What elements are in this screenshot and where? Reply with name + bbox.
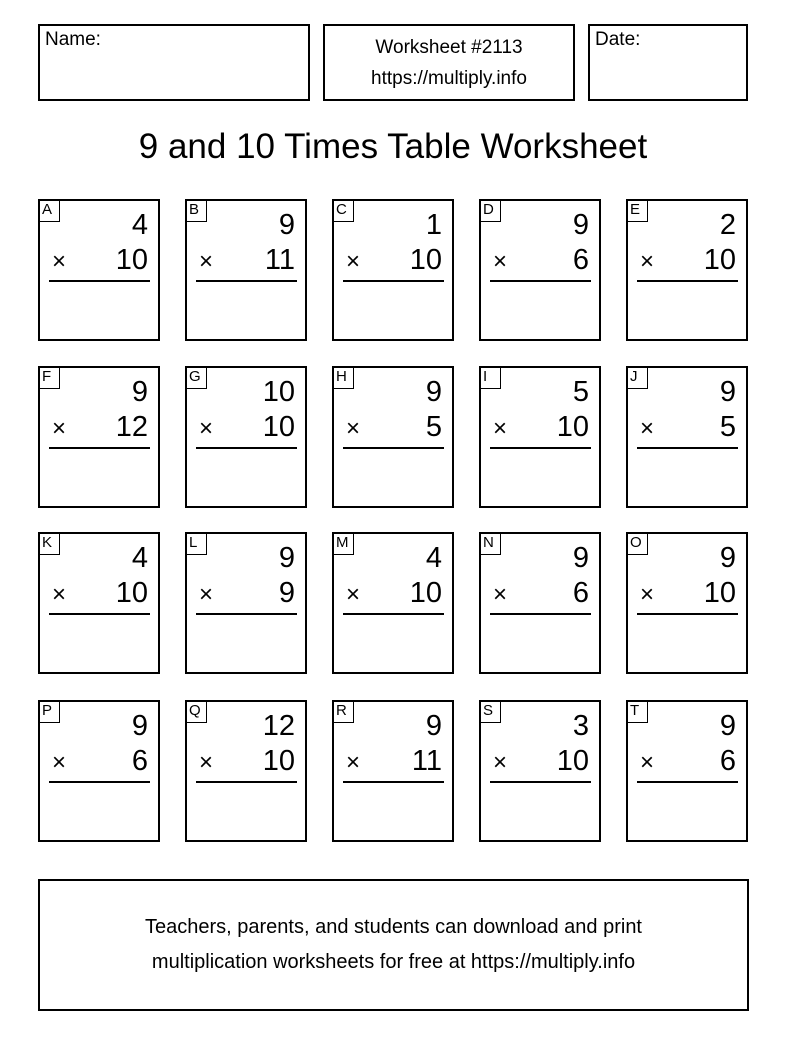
multiplier: 10 — [262, 745, 295, 777]
multiplier: 6 — [719, 745, 736, 777]
multiplicand: 5 — [572, 376, 589, 408]
problem-card — [479, 199, 601, 341]
multiply-sign: × — [346, 415, 361, 442]
problem-card — [332, 700, 454, 842]
problem-card — [479, 532, 601, 674]
multiplier: 10 — [556, 745, 589, 777]
problem-card — [38, 366, 160, 508]
problem-card — [626, 366, 748, 508]
worksheet-number: Worksheet #2113 — [375, 36, 523, 58]
multiply-sign: × — [493, 581, 508, 608]
multiply-sign: × — [346, 749, 361, 776]
multiply-sign: × — [640, 581, 655, 608]
problem-letter: J — [627, 367, 648, 389]
multiplier: 6 — [572, 244, 589, 276]
problem-letter: A — [39, 200, 60, 222]
multiply-sign: × — [52, 581, 67, 608]
multiplicand: 12 — [262, 710, 295, 742]
problem-letter: E — [627, 200, 648, 222]
multiply-sign: × — [199, 581, 214, 608]
multiplicand: 9 — [278, 542, 295, 574]
multiplicand: 4 — [131, 542, 148, 574]
problem-card — [185, 366, 307, 508]
problem-card — [185, 199, 307, 341]
problem-card — [332, 199, 454, 341]
multiplier: 5 — [719, 411, 736, 443]
problem-card — [38, 700, 160, 842]
problem-card — [38, 532, 160, 674]
multiply-sign: × — [640, 248, 655, 275]
multiplicand: 9 — [572, 209, 589, 241]
multiplier: 6 — [572, 577, 589, 609]
multiplicand: 9 — [278, 209, 295, 241]
worksheet-info-box — [323, 24, 575, 101]
multiplicand: 10 — [262, 376, 295, 408]
problem-letter: I — [480, 367, 501, 389]
problem-letter: D — [480, 200, 501, 222]
problem-card — [332, 532, 454, 674]
problem-card — [626, 199, 748, 341]
answer-line — [490, 280, 591, 282]
problem-letter: R — [333, 701, 354, 723]
answer-line — [343, 447, 444, 449]
multiply-sign: × — [199, 415, 214, 442]
multiplier: 10 — [409, 244, 442, 276]
multiply-sign: × — [640, 415, 655, 442]
multiplier: 11 — [411, 745, 442, 777]
multiplier: 12 — [115, 411, 148, 443]
worksheet-url: https://multiply.info — [371, 67, 527, 89]
problem-letter: M — [333, 533, 354, 555]
problem-letter: Q — [186, 701, 207, 723]
footer-line-2: multiplication worksheets for free at https://multiply.info — [151, 951, 636, 973]
multiplicand: 3 — [572, 710, 589, 742]
problem-grid — [38, 199, 749, 842]
multiplier: 10 — [262, 411, 295, 443]
multiplier: 10 — [556, 411, 589, 443]
multiply-sign: × — [346, 581, 361, 608]
problem-card — [185, 700, 307, 842]
multiplicand: 9 — [572, 542, 589, 574]
answer-line — [343, 781, 444, 783]
answer-line — [196, 280, 297, 282]
answer-line — [490, 613, 591, 615]
multiply-sign: × — [493, 248, 508, 275]
multiplier: 10 — [115, 577, 148, 609]
multiplicand: 4 — [425, 542, 442, 574]
answer-line — [490, 447, 591, 449]
answer-line — [490, 781, 591, 783]
answer-line — [49, 781, 150, 783]
problem-letter: C — [333, 200, 354, 222]
footer-line-1: Teachers, parents, and students can download and print — [145, 916, 642, 938]
multiply-sign: × — [346, 248, 361, 275]
problem-letter: K — [39, 533, 60, 555]
multiply-sign: × — [199, 248, 214, 275]
multiplicand: 9 — [131, 710, 148, 742]
page-title: 9 and 10 Times Table Worksheet — [138, 127, 648, 166]
problem-card — [38, 199, 160, 341]
multiply-sign: × — [52, 415, 67, 442]
answer-line — [343, 280, 444, 282]
answer-line — [49, 447, 150, 449]
date-box — [588, 24, 748, 101]
multiplier: 10 — [703, 577, 736, 609]
problem-letter: P — [39, 701, 60, 723]
multiplicand: 9 — [131, 376, 148, 408]
answer-line — [196, 613, 297, 615]
problem-letter: B — [186, 200, 207, 222]
problem-letter: S — [480, 701, 501, 723]
multiplicand: 9 — [719, 710, 736, 742]
multiplicand: 1 — [425, 209, 442, 241]
answer-line — [637, 280, 738, 282]
problem-letter: G — [186, 367, 207, 389]
answer-line — [196, 447, 297, 449]
problem-card — [626, 700, 748, 842]
answer-line — [49, 613, 150, 615]
multiplier: 6 — [131, 745, 148, 777]
multiplier: 9 — [278, 577, 295, 609]
multiply-sign: × — [493, 415, 508, 442]
name-label: Name: — [45, 29, 101, 50]
multiplier: 10 — [115, 244, 148, 276]
answer-line — [637, 613, 738, 615]
multiplier: 10 — [703, 244, 736, 276]
problem-card — [185, 532, 307, 674]
multiplier: 5 — [425, 411, 442, 443]
multiply-sign: × — [52, 749, 67, 776]
answer-line — [637, 781, 738, 783]
multiply-sign: × — [640, 749, 655, 776]
answer-line — [343, 613, 444, 615]
answer-line — [637, 447, 738, 449]
problem-card — [626, 532, 748, 674]
problem-letter: H — [333, 367, 354, 389]
problem-letter: L — [186, 533, 207, 555]
problem-letter: N — [480, 533, 501, 555]
multiply-sign: × — [52, 248, 67, 275]
problem-card — [332, 366, 454, 508]
answer-line — [196, 781, 297, 783]
problem-letter: O — [627, 533, 648, 555]
multiplicand: 9 — [719, 542, 736, 574]
problem-letter: F — [39, 367, 60, 389]
date-label: Date: — [595, 29, 641, 50]
multiplicand: 9 — [719, 376, 736, 408]
multiplicand: 9 — [425, 710, 442, 742]
multiply-sign: × — [199, 749, 214, 776]
answer-line — [49, 280, 150, 282]
multiply-sign: × — [493, 749, 508, 776]
problem-letter: T — [627, 701, 648, 723]
name-box — [38, 24, 310, 101]
problem-card — [479, 366, 601, 508]
multiplicand: 4 — [131, 209, 148, 241]
multiplier: 11 — [264, 244, 295, 276]
multiplicand: 9 — [425, 376, 442, 408]
footer-box — [38, 879, 749, 1011]
multiplier: 10 — [409, 577, 442, 609]
multiplicand: 2 — [719, 209, 736, 241]
problem-card — [479, 700, 601, 842]
